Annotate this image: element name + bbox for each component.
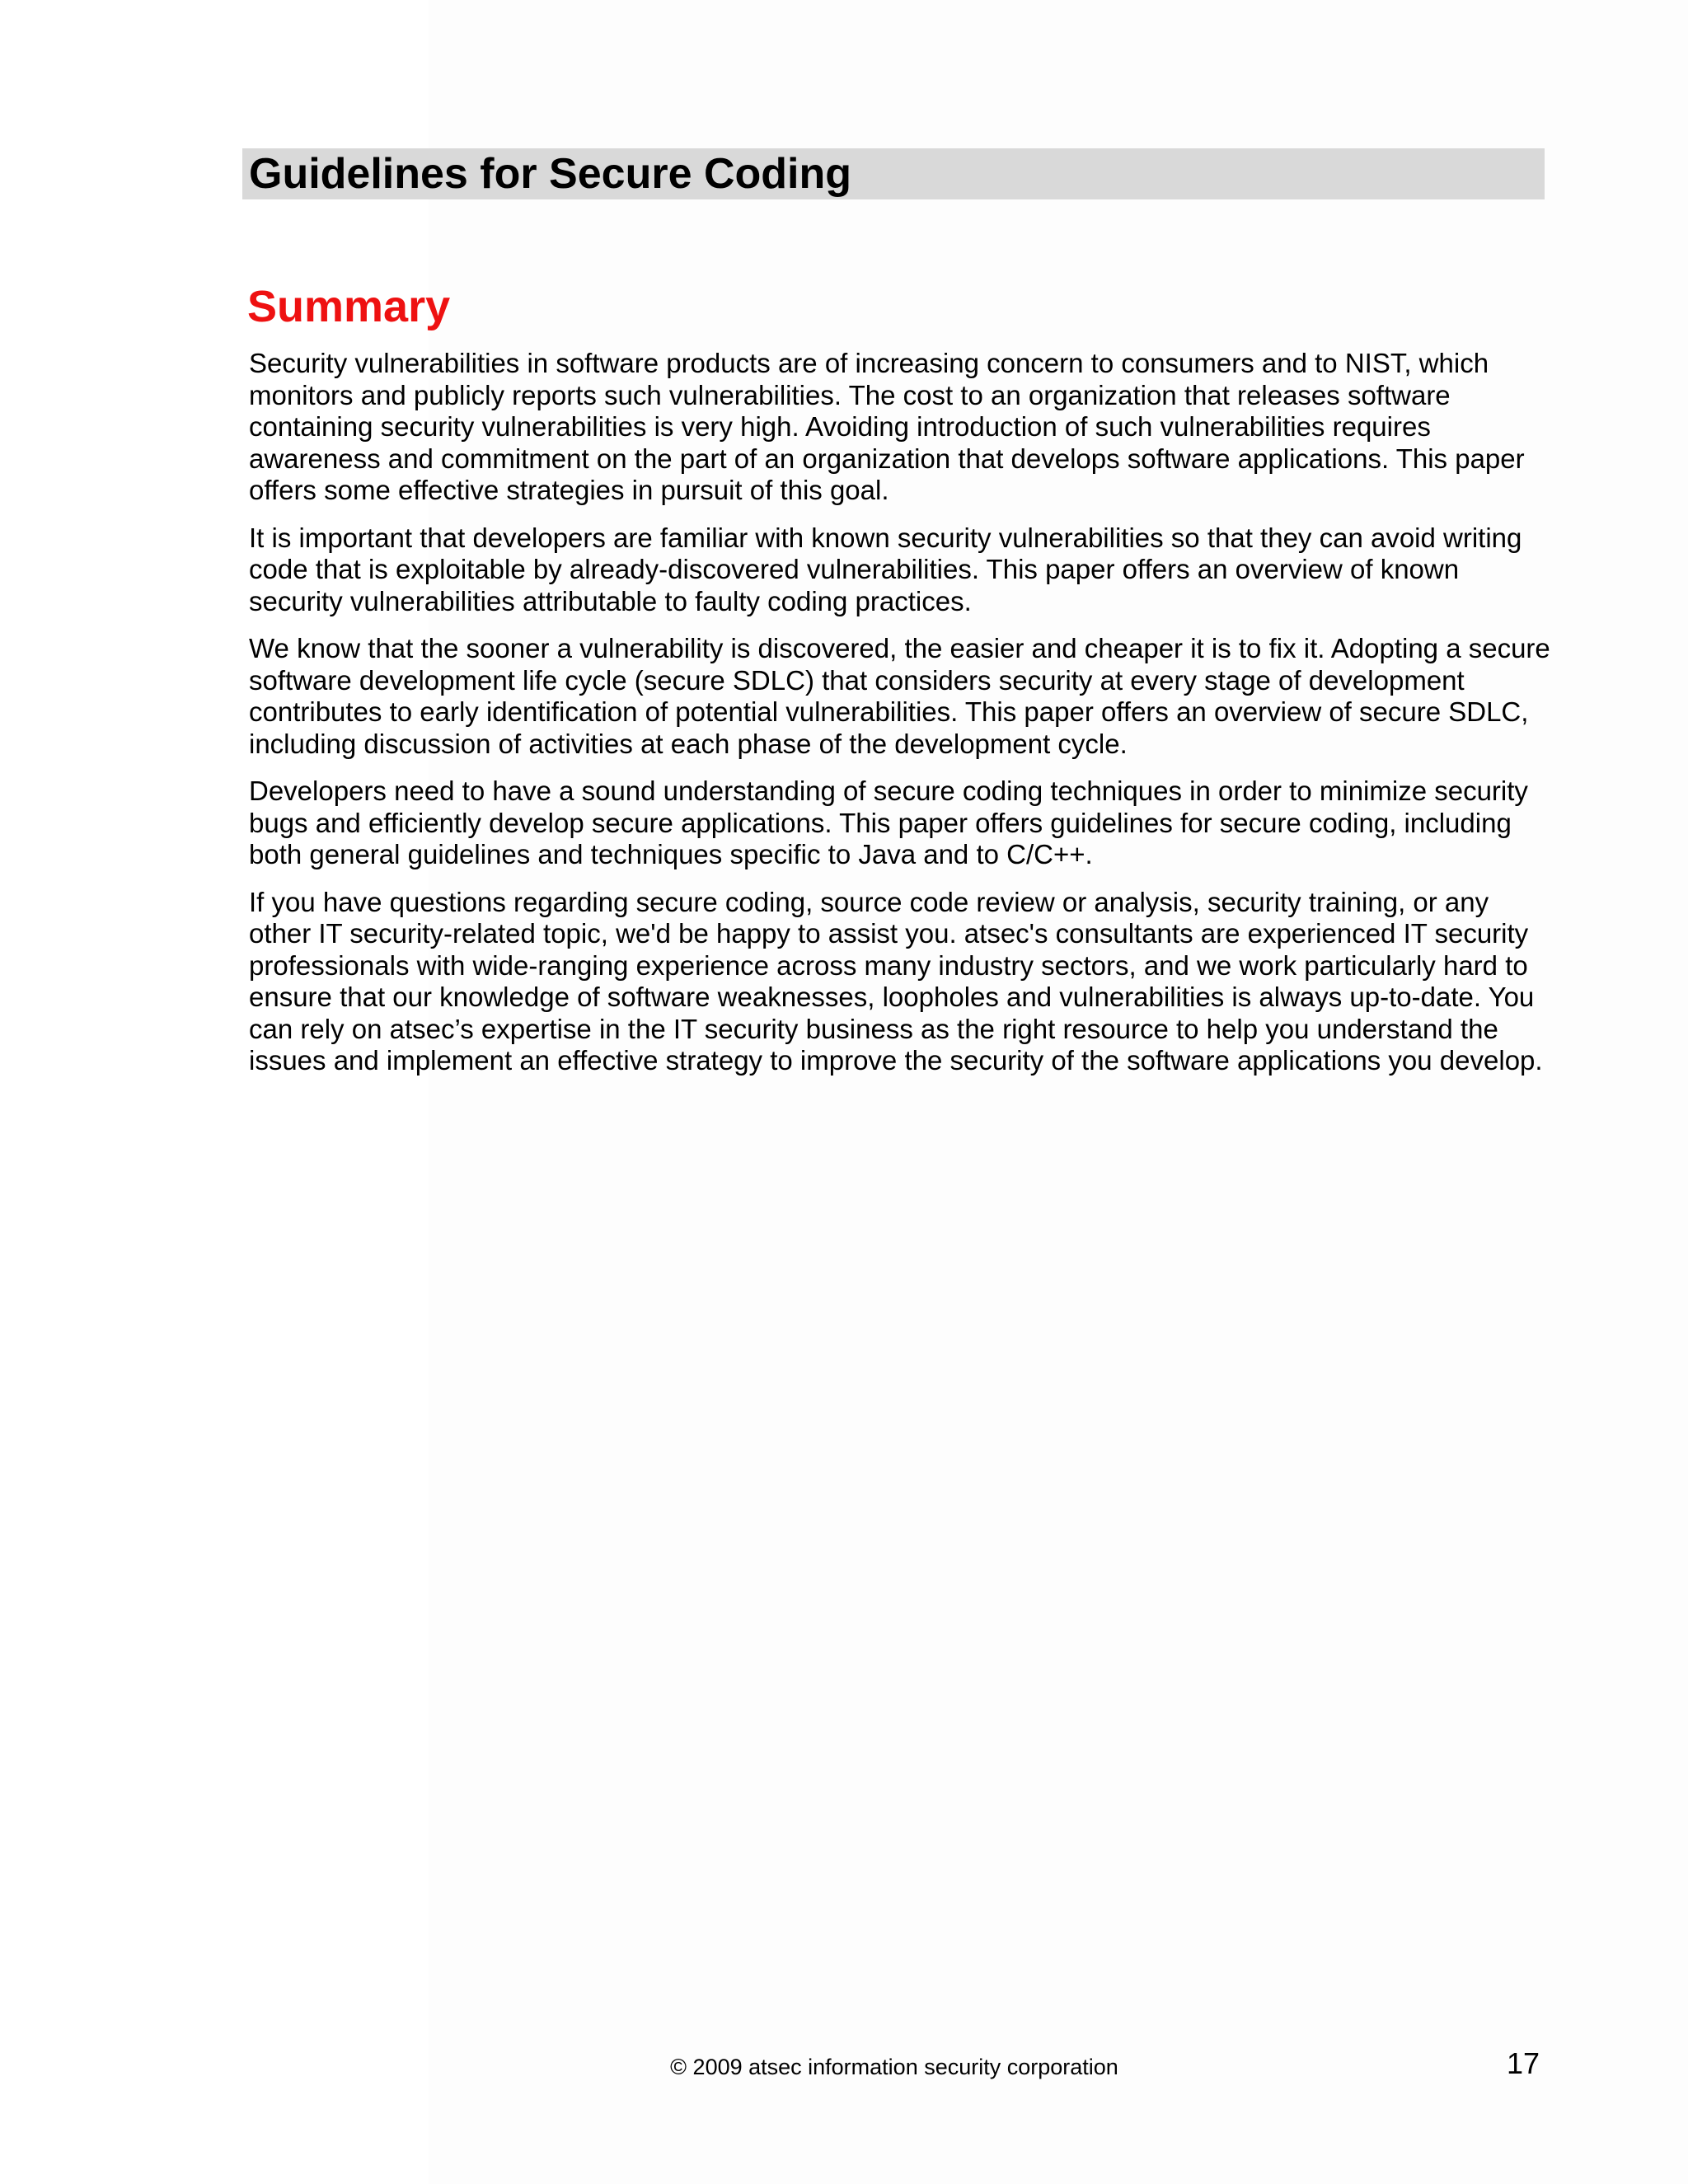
page-number: 17 xyxy=(1506,2046,1540,2080)
summary-body xyxy=(249,348,1551,1093)
section-heading-summary: Summary xyxy=(247,282,451,331)
footer-copyright: © 2009 atsec information security corporation xyxy=(670,2055,1118,2079)
paragraph: It is important that developers are familiar with known security vulnerabilities so that they can avoid writing code that is exploitable by already-discovered vulnerabilities. This paper offers an overview of known security vulnerabilities attributable to faulty coding practices. xyxy=(249,522,1522,616)
paragraph: Developers need to have a sound understanding of secure coding techniques in order to minimize security bugs and efficiently develop secure applications. This paper offers guidelines for secure coding, including both general guidelines and techniques specific to Java and to C/C++. xyxy=(249,776,1528,869)
paragraph: We know that the sooner a vulnerability is discovered, the easier and cheaper it is to fix it. Adopting a secure software development life cycle (secure SDLC) that considers security at every stage of development contributes to early identification of potential vulnerabilities. This paper offers an overview of secure SDLC, including discussion of activities at each phase of the development cycle. xyxy=(249,633,1550,759)
paragraph: If you have questions regarding secure coding, source code review or analysis, security training, or any other IT security-related topic, we'd be happy to assist you. atsec's consultants are experienced IT security professionals with wide-ranging experience across many industry sectors, and we work particularly hard to ensure that our knowledge of software weaknesses, loopholes and vulnerabilities is always up-to-date. You can rely on atsec’s expertise in the IT security business as the right resource to help you understand the issues and implement an effective strategy to improve the security of the software applications you develop. xyxy=(249,886,1543,1076)
document-title: Guidelines for Secure Coding xyxy=(249,150,851,198)
paragraph: Security vulnerabilities in software products are of increasing concern to consumers and to NIST, which monitors and publicly reports such vulnerabilities. The cost to an organization that releases software containing security vulnerabilities is very high. Avoiding introduction of such vulnerabilities requires awareness and commitment on the part of an organization that develops software applications. This paper offers some effective strategies in pursuit of this goal. xyxy=(249,348,1525,505)
